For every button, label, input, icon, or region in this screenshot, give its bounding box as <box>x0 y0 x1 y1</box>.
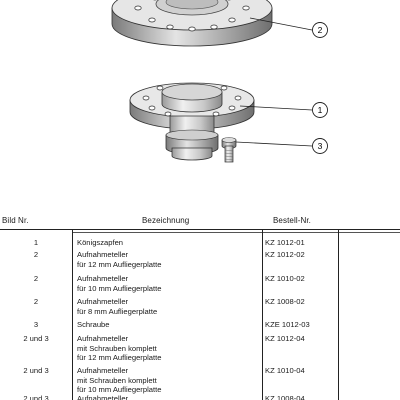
row-bezeichnung <box>77 250 247 269</box>
svg-text:1: 1 <box>317 105 323 115</box>
row-bild-nr: 2 und 3 <box>23 334 49 343</box>
svg-text:2: 2 <box>317 25 323 35</box>
row-bild-nr: 2 <box>33 274 39 283</box>
row-bestell-nr: KZ 1012-02 <box>265 250 305 259</box>
row-bestell-nr: KZ 1010-02 <box>265 274 305 283</box>
row-bezeichnung-line: Aufnahmeteller <box>77 297 129 306</box>
row-bezeichnung-line: für 10 mm Aufliegerplatte <box>77 283 162 293</box>
row-bezeichnung-line: für 12 mm Aufliegerplatte <box>77 353 162 362</box>
row-bezeichnung-line: Aufnahmeteller <box>77 366 129 375</box>
column-divider <box>262 229 263 400</box>
header-divider <box>0 229 400 230</box>
bolt-part-3 <box>222 138 236 163</box>
row-bild-nr: 2 und 3 <box>23 394 49 400</box>
row-bild-nr: 1 <box>33 238 39 247</box>
header-bezeichnung: Bezeichnung <box>142 216 190 225</box>
row-bestell-nr: KZ 1012-01 <box>265 238 305 247</box>
column-divider <box>338 229 339 400</box>
row-bezeichnung <box>77 238 247 248</box>
svg-text:3: 3 <box>317 141 323 151</box>
row-bild-nr: 3 <box>33 320 39 329</box>
row-bezeichnung-line: Königszapfen <box>77 238 124 247</box>
header-divider-inner <box>72 232 400 233</box>
row-bezeichnung <box>77 394 247 400</box>
header-bild-nr: Bild Nr. <box>2 216 29 225</box>
row-bezeichnung <box>77 334 247 363</box>
row-bezeichnung-line: Aufnahmeteller <box>77 274 129 283</box>
row-bestell-nr: KZ 1010-04 <box>265 366 305 375</box>
row-bild-nr: 2 und 3 <box>23 366 49 375</box>
row-bezeichnung <box>77 274 247 293</box>
row-bezeichnung <box>77 297 247 316</box>
row-bestell-nr: KZE 1012-03 <box>265 320 310 329</box>
row-bezeichnung <box>77 320 247 330</box>
row-bestell-nr: KZ 1008-04 <box>265 394 305 400</box>
callout-2 <box>313 23 328 38</box>
row-bezeichnung-line: für 8 mm Aufliegerplatte <box>77 306 158 316</box>
row-bestell-nr: KZ 1008-02 <box>265 297 305 306</box>
row-bild-nr: 2 <box>33 250 39 259</box>
kingpin-part-1 <box>130 83 254 160</box>
mounting-plate-part-2 <box>112 0 272 46</box>
row-bestell-nr: KZ 1012-04 <box>265 334 305 343</box>
row-bezeichnung-line: für 12 mm Aufliegerplatte <box>77 259 162 269</box>
row-bild-nr: 2 <box>33 297 39 306</box>
column-divider <box>72 229 73 400</box>
callout-3 <box>313 139 328 154</box>
header-bestell-nr: Bestell-Nr. <box>273 216 311 225</box>
row-bezeichnung-line: mit Schrauben komplett <box>77 375 157 385</box>
row-bezeichnung-line: Aufnahmeteller <box>77 394 129 400</box>
row-bezeichnung-line: mit Schrauben komplett <box>77 343 157 353</box>
parts-table <box>0 214 400 400</box>
row-bezeichnung-line: Schraube <box>77 320 110 329</box>
row-bezeichnung-line: für 10 mm Aufliegerplatte <box>77 385 162 394</box>
row-bezeichnung <box>77 366 247 395</box>
row-bezeichnung-line: Aufnahmeteller <box>77 250 129 259</box>
row-bezeichnung-line: Aufnahmeteller <box>77 334 129 343</box>
callout-1 <box>313 103 328 118</box>
